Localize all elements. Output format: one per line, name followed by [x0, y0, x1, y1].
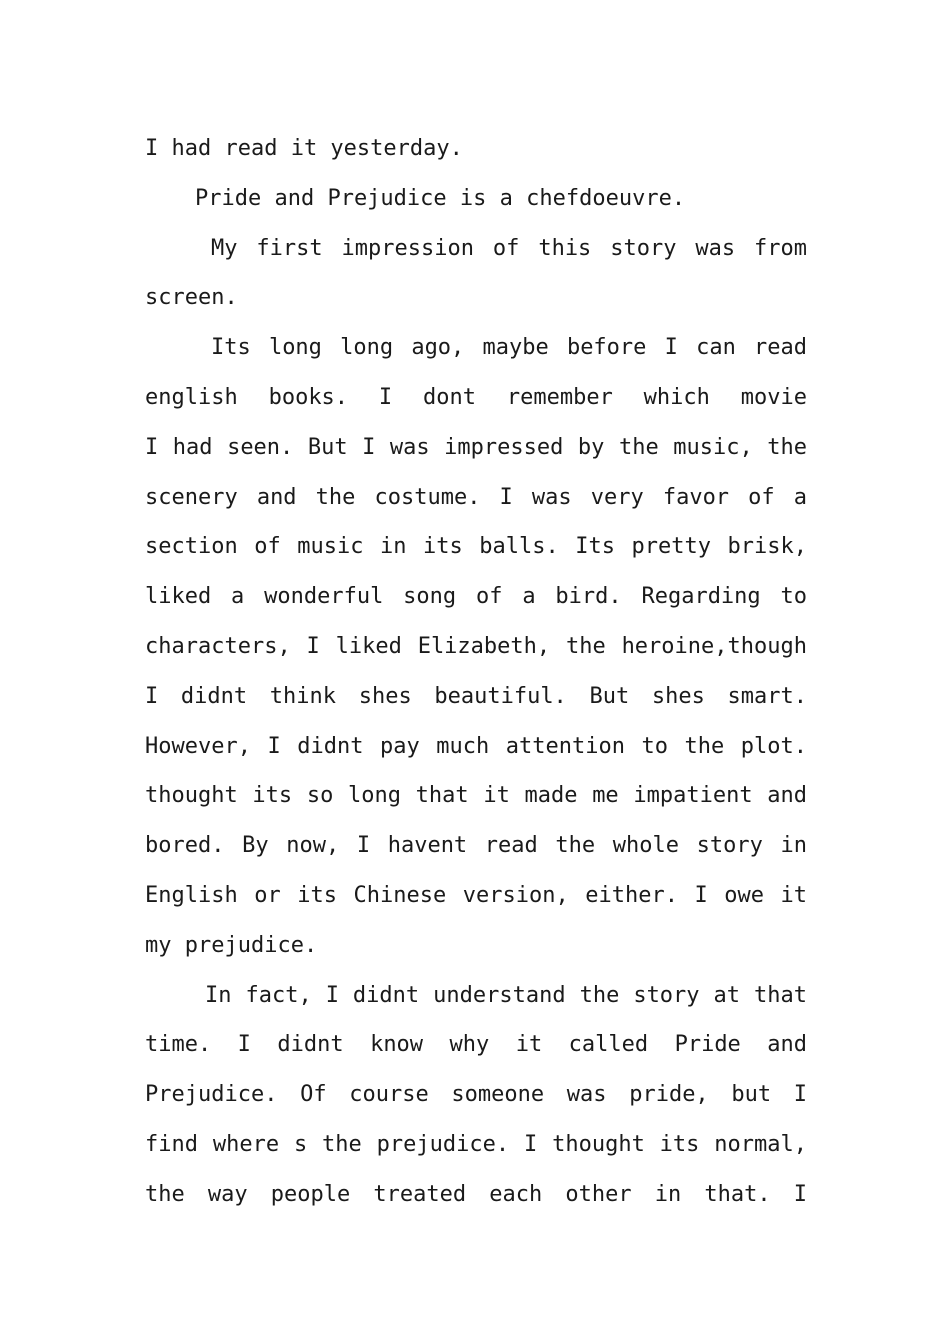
text-line: Pride and Prejudice is a chefdoeuvre. — [195, 185, 686, 211]
body-text — [145, 124, 807, 1220]
text-line: time. I didnt know why it called Pride and — [145, 1032, 807, 1058]
text-line: screen. — [145, 285, 238, 311]
text-line: english books. I dont remember which movie — [145, 384, 807, 410]
text-line: section of music in its balls. Its pretty brisk, — [145, 534, 807, 560]
text-line: the way people treated each other in that. I — [145, 1181, 807, 1207]
text-line: scenery and the costume. I was very favor of a — [145, 484, 807, 510]
text-line: Its long long ago, maybe before I can read — [211, 335, 807, 361]
text-line: bored. By now, I havent read the whole story in — [145, 833, 807, 859]
text-line: Prejudice. Of course someone was pride, but I — [145, 1082, 807, 1108]
text-line: my prejudice. — [145, 932, 318, 958]
text-line: I had seen. But I was impressed by the music, the — [145, 434, 807, 460]
text-line: My first impression of this story was from — [211, 235, 807, 261]
text-line: In fact, I didnt understand the story at that — [205, 982, 807, 1008]
text-line: find where s the prejudice. I thought its normal, — [145, 1131, 807, 1157]
text-line: thought its so long that it made me impatient and — [145, 783, 807, 809]
text-line: English or its Chinese version, either. I owe it — [145, 882, 807, 908]
text-line: However, I didnt pay much attention to the plot. — [145, 733, 807, 759]
text-line: I didnt think shes beautiful. But shes smart. — [145, 683, 807, 709]
text-line: characters, I liked Elizabeth, the heroine,though — [145, 633, 807, 659]
text-line: I had read it yesterday. — [145, 136, 463, 161]
text-line: liked a wonderful song of a bird. Regarding to — [145, 584, 807, 610]
